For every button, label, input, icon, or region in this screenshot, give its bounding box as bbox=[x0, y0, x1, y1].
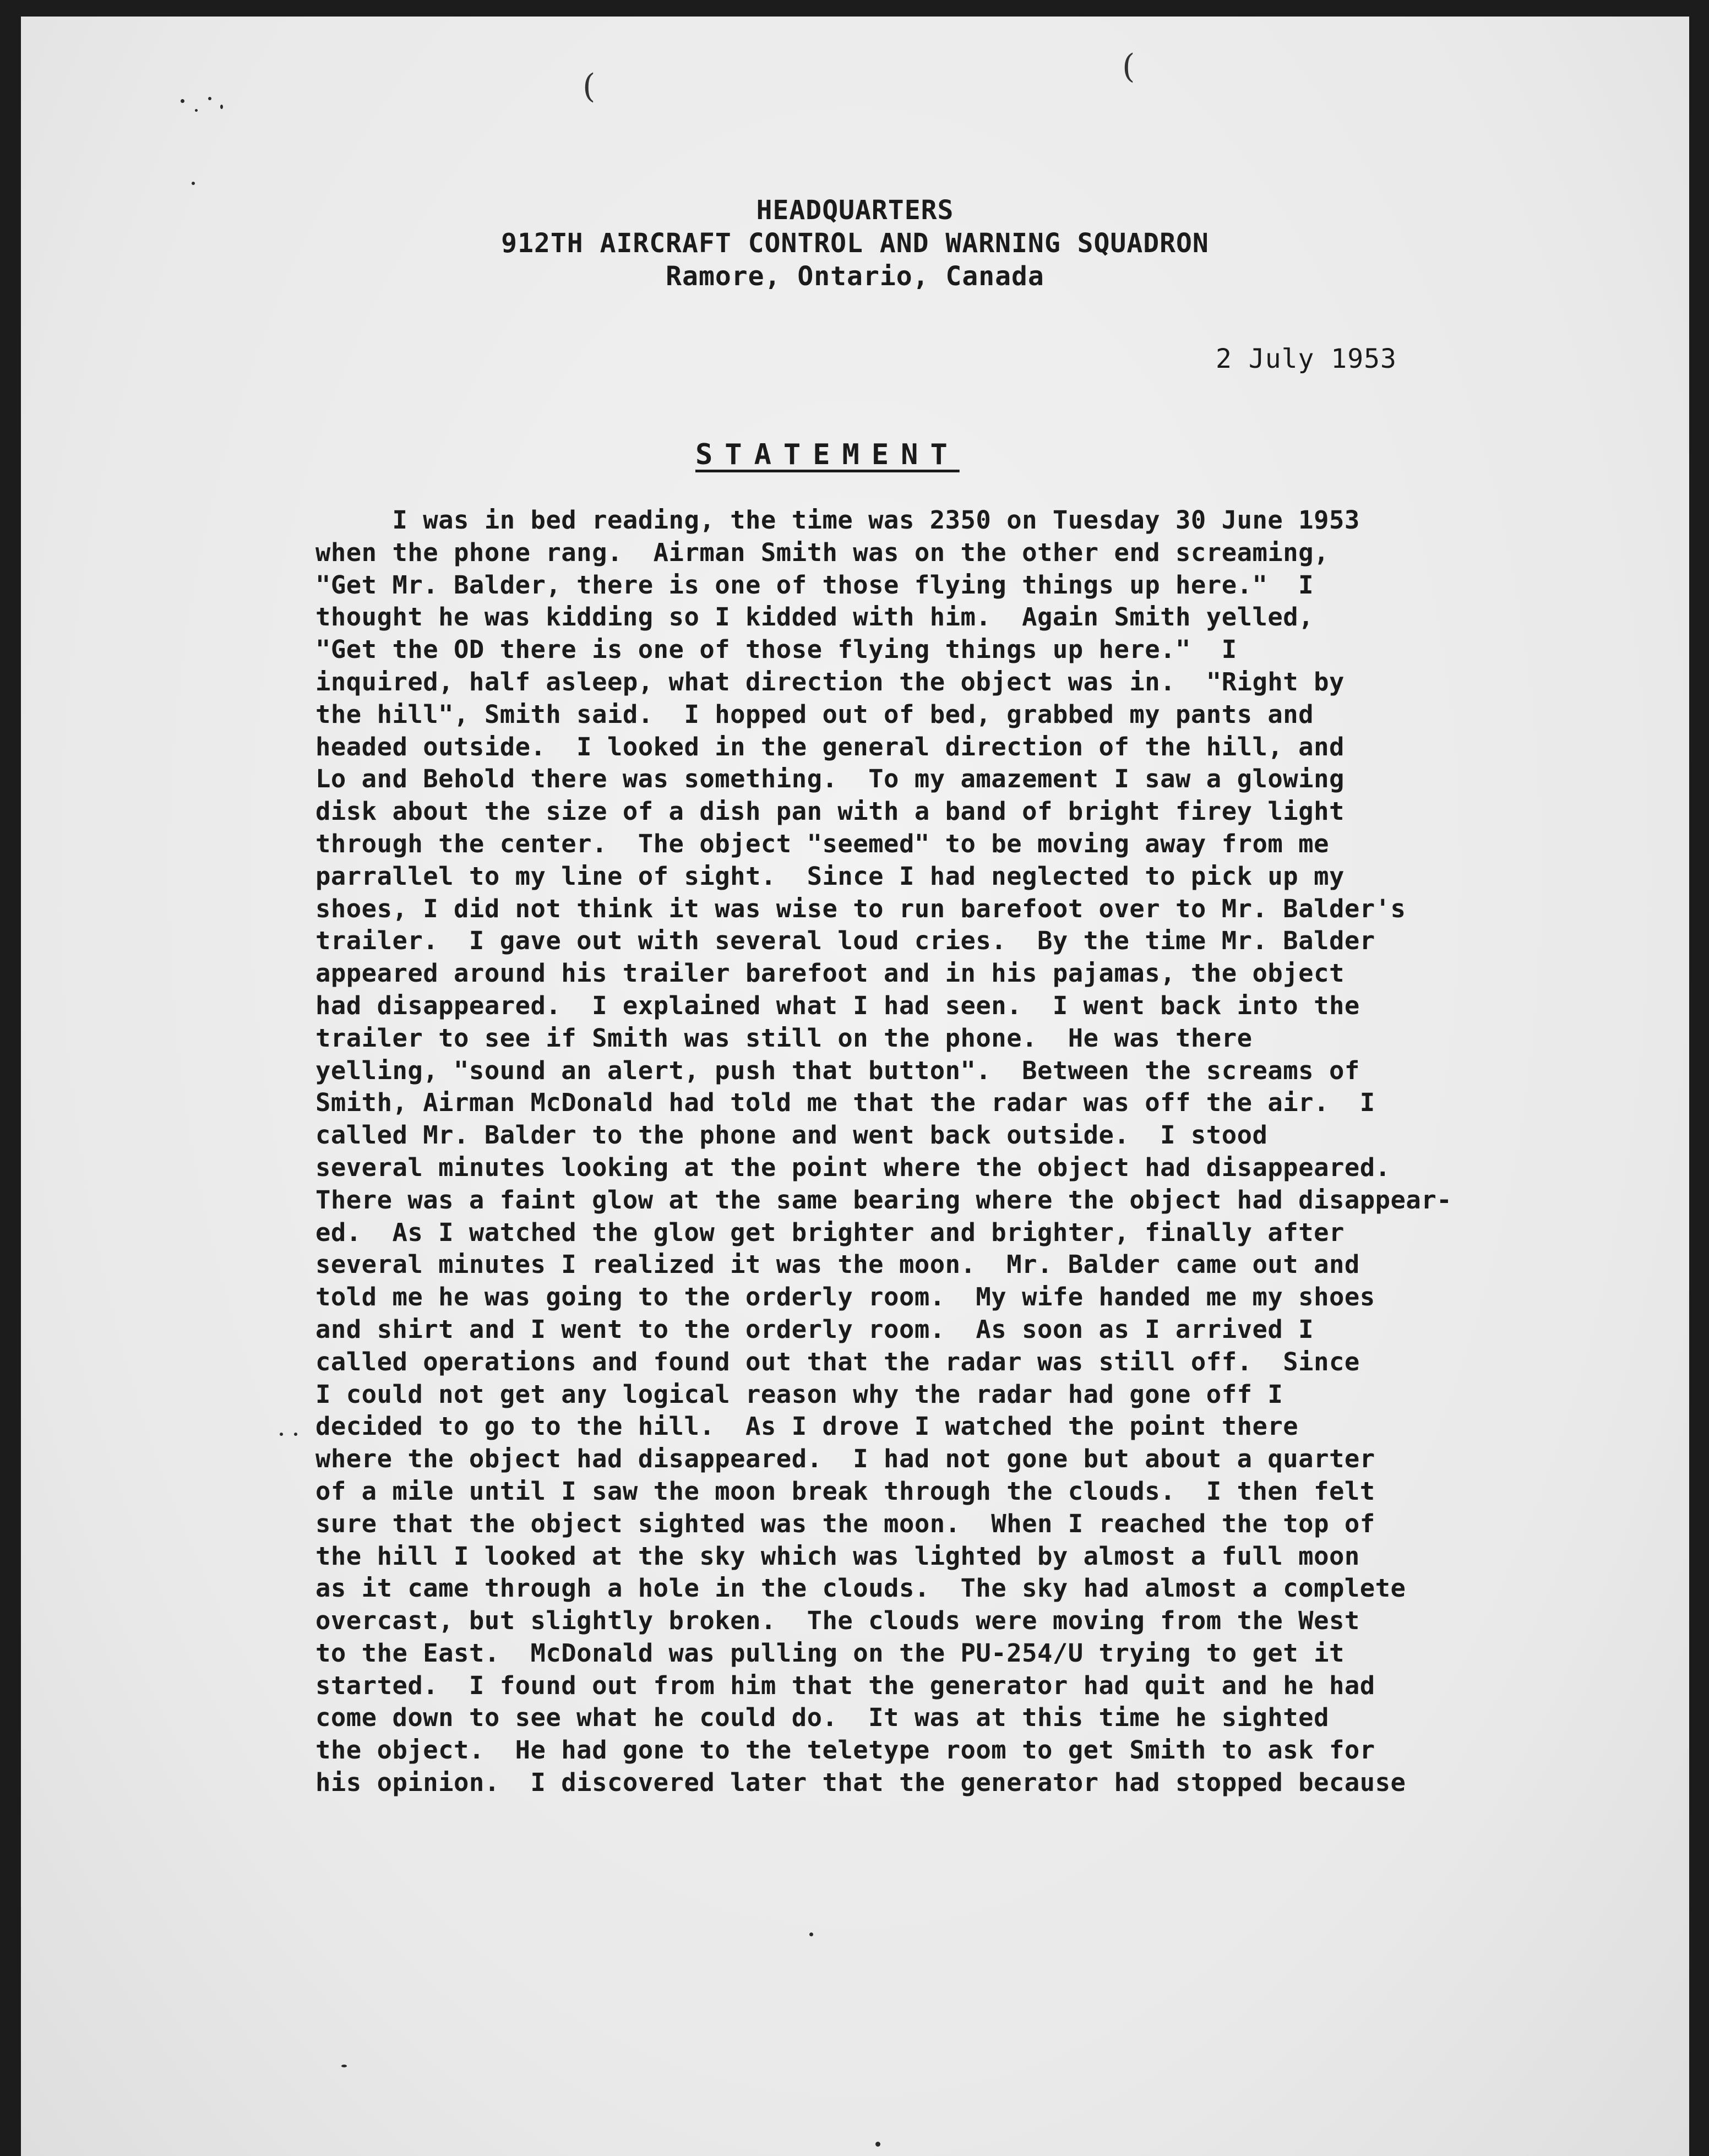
speck bbox=[192, 182, 195, 185]
speck bbox=[875, 2142, 880, 2147]
body-line: thought he was kidding so I kidded with him. Again Smith yelled, bbox=[315, 602, 1314, 632]
document-date: 2 July 1953 bbox=[1216, 344, 1397, 374]
body-line: trailer. I gave out with several loud cries. By the time Mr. Balder bbox=[315, 926, 1375, 956]
letterhead-location: Ramore, Ontario, Canada bbox=[666, 261, 1044, 292]
body-line: "Get Mr. Balder, there is one of those flying things up here." I bbox=[315, 570, 1314, 600]
speck bbox=[280, 1433, 283, 1436]
letterhead-unit: HEADQUARTERS bbox=[756, 195, 954, 226]
body-line: the object. He had gone to the teletype room to get Smith to ask for bbox=[315, 1735, 1375, 1765]
body-line: disk about the size of a dish pan with a band of bright firey light bbox=[315, 797, 1345, 826]
speck bbox=[294, 1433, 297, 1436]
speck bbox=[341, 2065, 347, 2067]
body-line: sure that the object sighted was the moon. When I reached the top of bbox=[315, 1509, 1375, 1538]
body-line: had disappeared. I explained what I had seen. I went back into the bbox=[315, 990, 1360, 1020]
body-line: called Mr. Balder to the phone and went back outside. I stood bbox=[315, 1120, 1268, 1150]
body-line: parrallel to my line of sight. Since I had neglected to pick up my bbox=[315, 861, 1345, 891]
body-line: headed outside. I looked in the general direction of the hill, and bbox=[315, 732, 1345, 761]
body-line: as it came through a hole in the clouds. The sky had almost a complete bbox=[315, 1574, 1406, 1603]
document-page bbox=[21, 17, 1689, 2156]
body-line: I could not get any logical reason why the radar had gone off I bbox=[315, 1379, 1283, 1409]
punch-mark-right: ( bbox=[1122, 47, 1135, 86]
body-line: the hill I looked at the sky which was lighted by almost a full moon bbox=[315, 1541, 1360, 1571]
document-title: STATEMENT bbox=[695, 438, 960, 471]
body-line: inquired, half asleep, what direction the object was in. "Right by bbox=[315, 667, 1345, 696]
speck bbox=[809, 1932, 813, 1936]
speck bbox=[220, 105, 223, 109]
body-line: Smith, Airman McDonald had told me that the radar was off the air. I bbox=[315, 1088, 1375, 1118]
speck bbox=[195, 109, 198, 112]
body-line: and shirt and I went to the orderly room. As soon as I arrived I bbox=[315, 1314, 1314, 1344]
body-line: the hill", Smith said. I hopped out of bed, grabbed my pants and bbox=[315, 699, 1314, 729]
body-line: where the object had disappeared. I had not gone but about a quarter bbox=[315, 1444, 1375, 1474]
body-line: several minutes looking at the point where the object had disappeared. bbox=[315, 1152, 1391, 1182]
punch-mark-left: ( bbox=[583, 67, 596, 106]
body-line: several minutes I realized it was the moon. Mr. Balder came out and bbox=[315, 1250, 1360, 1280]
body-line: decided to go to the hill. As I drove I watched the point there bbox=[315, 1412, 1299, 1441]
body-line: when the phone rang. Airman Smith was on the other end screaming, bbox=[315, 537, 1329, 567]
body-line: trailer to see if Smith was still on the phone. He was there bbox=[315, 1023, 1253, 1053]
body-line: started. I found out from him that the generator had quit and he had bbox=[315, 1670, 1375, 1700]
body-line: shoes, I did not think it was wise to run barefoot over to Mr. Balder's bbox=[315, 894, 1406, 923]
body-line: ed. As I watched the glow get brighter and brighter, finally after bbox=[315, 1217, 1345, 1247]
body-line: "Get the OD there is one of those flying things up here." I bbox=[315, 635, 1237, 665]
body-line: yelling, "sound an alert, push that button". Between the screams of bbox=[315, 1055, 1360, 1085]
body-line: I was in bed reading, the time was 2350 on Tuesday 30 June 1953 bbox=[315, 505, 1360, 535]
body-line: of a mile until I saw the moon break through the clouds. I then felt bbox=[315, 1476, 1375, 1506]
body-line: through the center. The object "seemed" to be moving away from me bbox=[315, 829, 1329, 858]
speck bbox=[208, 97, 211, 100]
statement-body bbox=[315, 504, 1670, 1799]
body-line: told me he was going to the orderly room. My wife handed me my shoes bbox=[315, 1282, 1375, 1312]
body-line: appeared around his trailer barefoot and in his pajamas, the object bbox=[315, 959, 1345, 988]
letterhead-squadron: 912TH AIRCRAFT CONTROL AND WARNING SQUADRON bbox=[501, 228, 1209, 259]
body-line: called operations and found out that the radar was still off. Since bbox=[315, 1347, 1360, 1376]
body-line: There was a faint glow at the same bearing where the object had disappear- bbox=[315, 1185, 1452, 1215]
body-line: his opinion. I discovered later that the generator had stopped because bbox=[315, 1768, 1406, 1798]
speck bbox=[181, 99, 184, 103]
body-line: come down to see what he could do. It was at this time he sighted bbox=[315, 1703, 1329, 1733]
body-line: Lo and Behold there was something. To my amazement I saw a glowing bbox=[315, 764, 1345, 794]
letterhead bbox=[21, 194, 1689, 293]
body-line: to the East. McDonald was pulling on the PU-254/U trying to get it bbox=[315, 1638, 1345, 1668]
body-line: overcast, but slightly broken. The clouds were moving from the West bbox=[315, 1606, 1360, 1636]
